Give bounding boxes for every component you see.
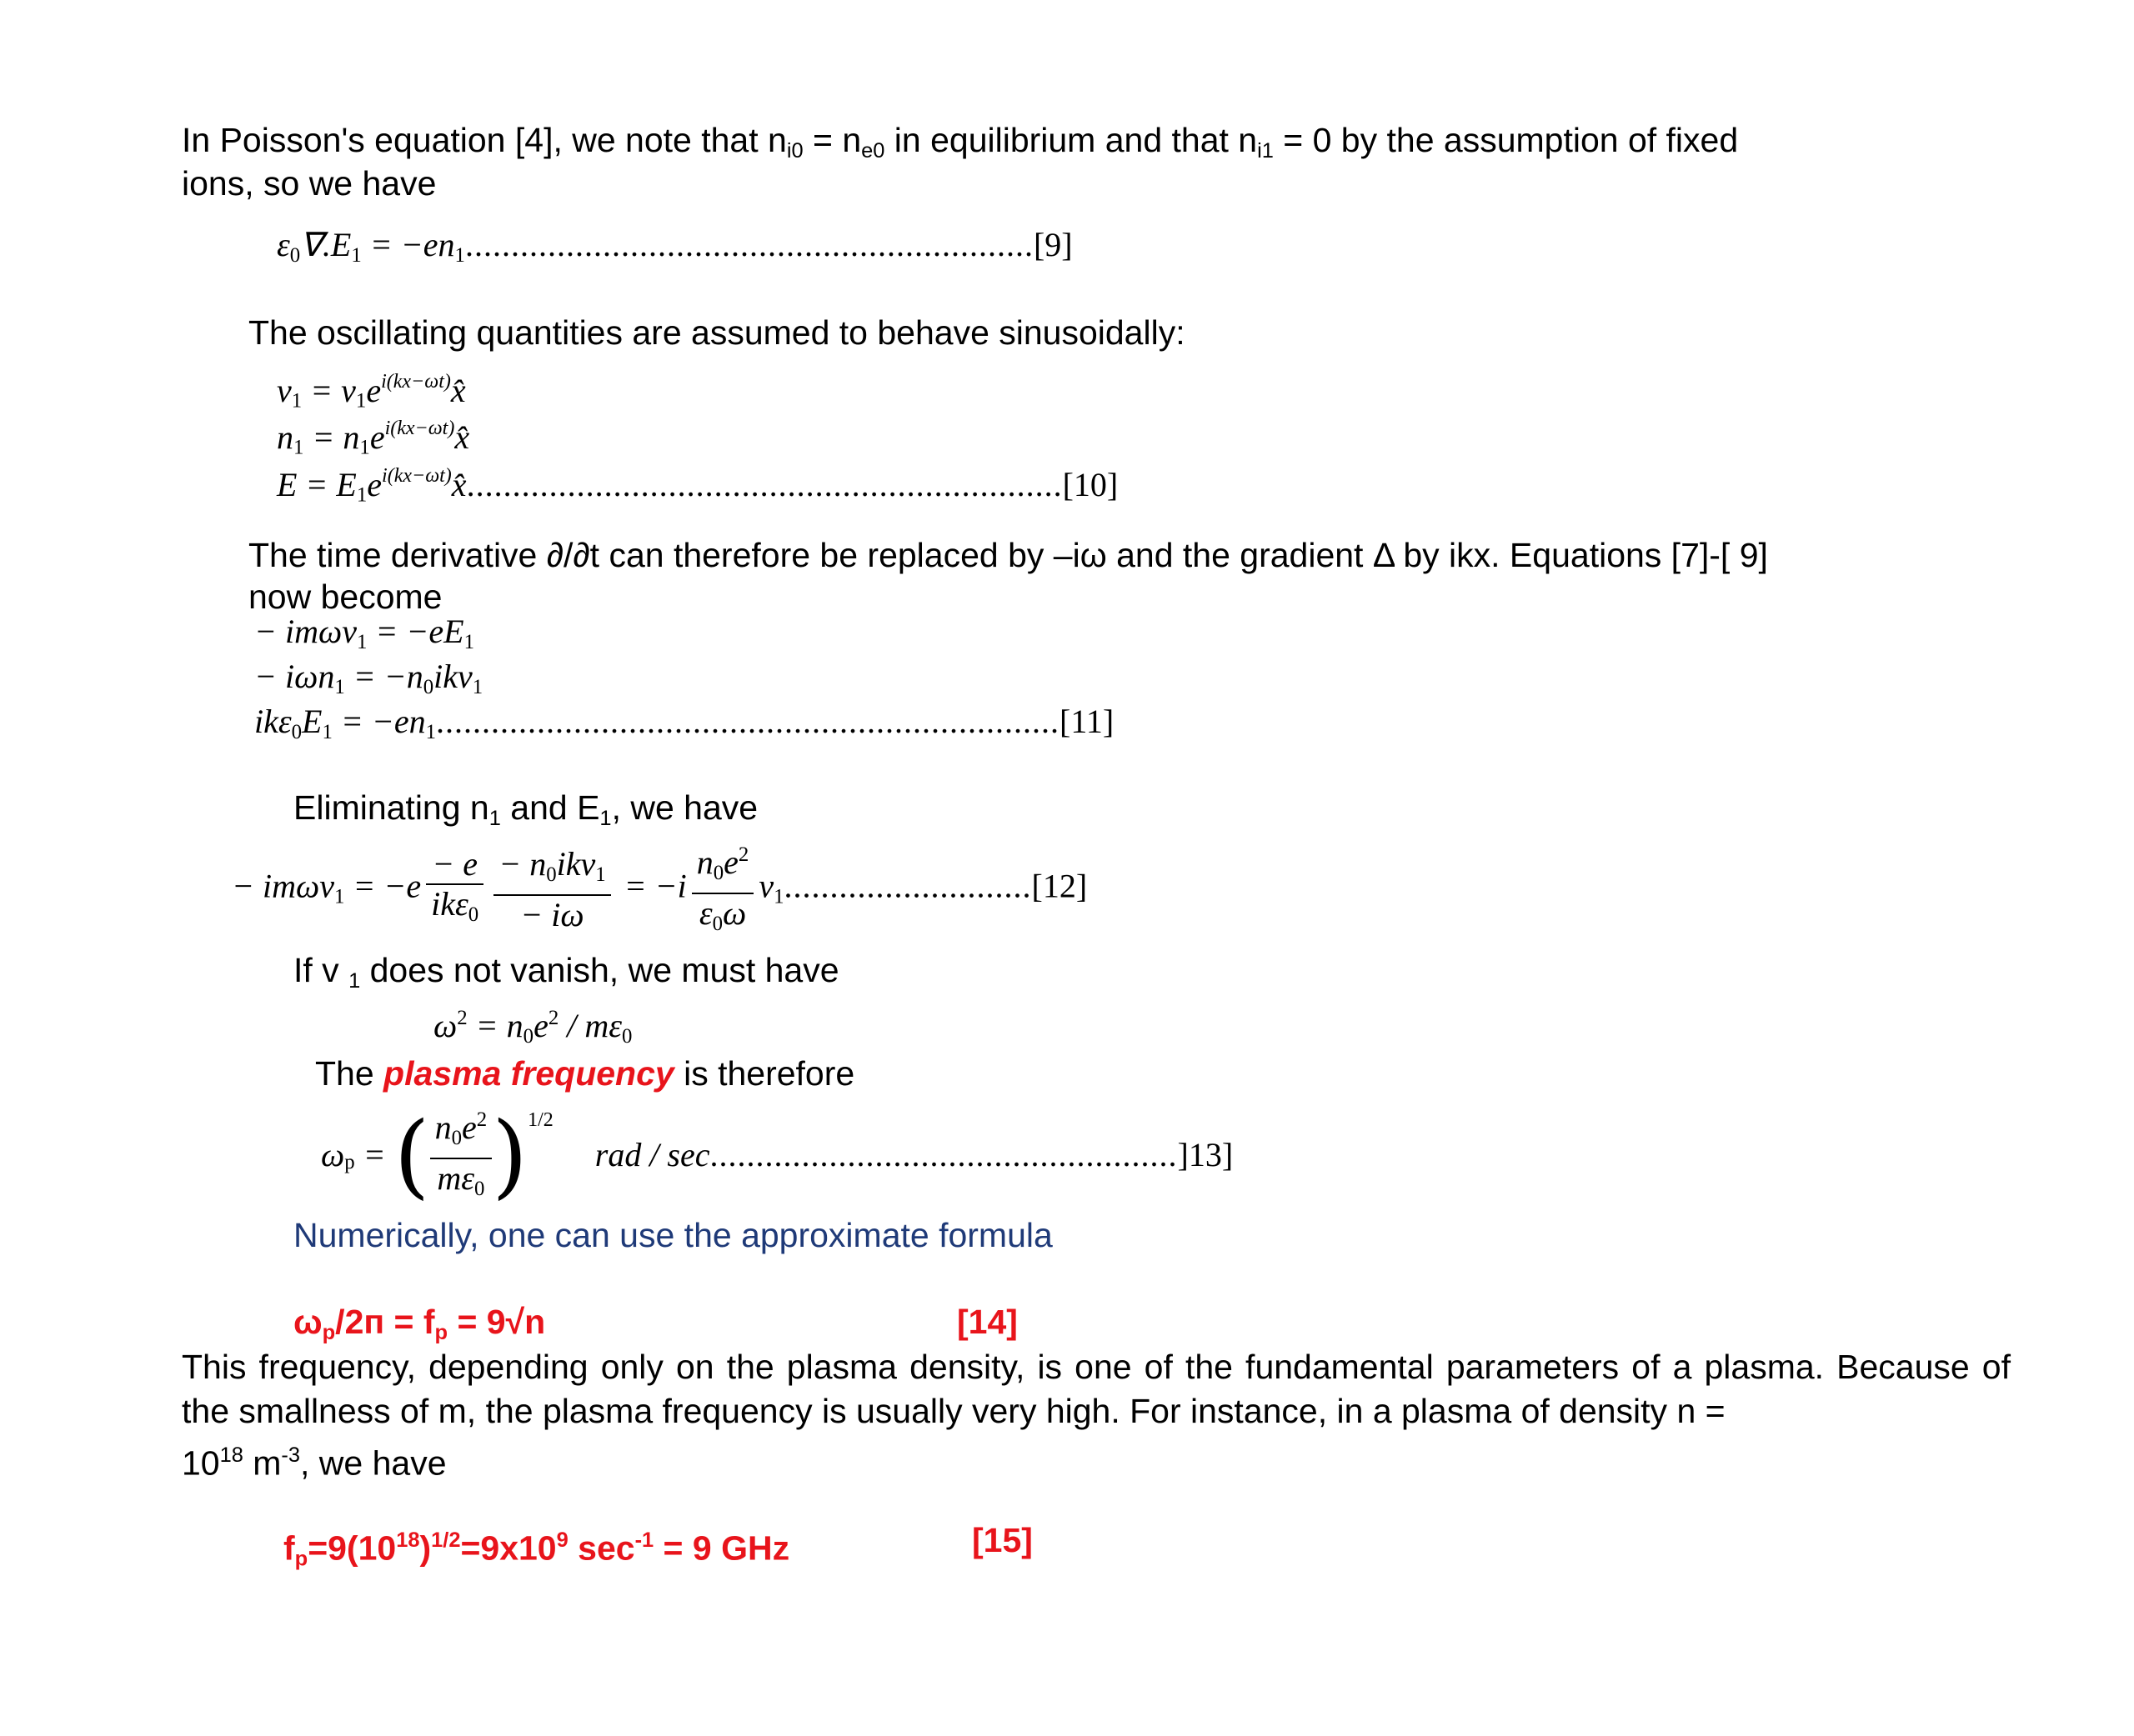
fraction-1	[426, 845, 483, 934]
subscript: 0	[523, 1024, 534, 1048]
leader-dots: .................................................................	[466, 465, 1063, 503]
eq-symbol: n	[434, 1108, 452, 1147]
unit-vector: x̂	[450, 371, 466, 409]
elim-text: , we have	[611, 788, 759, 827]
elim-text: Eliminating n	[293, 788, 489, 827]
subscript: 0	[451, 1127, 462, 1150]
subscript: 1	[334, 675, 345, 698]
fraction	[430, 1101, 493, 1208]
subscript: 0	[289, 243, 301, 267]
eq-symbol: = n	[303, 418, 360, 456]
subscript: 1	[359, 436, 370, 459]
eq-symbol: ∇.E	[300, 226, 352, 263]
exponent: i(kx−ωt)	[382, 465, 452, 487]
subscript: 0	[423, 675, 434, 698]
eq-symbol: − iωn	[254, 658, 335, 695]
eq-symbol: − imωv	[232, 867, 334, 905]
para-text: , we have	[300, 1443, 447, 1483]
subscript: 0	[622, 1024, 633, 1048]
subscript: p	[434, 1321, 448, 1345]
subscript: p	[294, 1547, 308, 1571]
eq-symbol: e	[367, 465, 383, 503]
fraction-denominator	[430, 1159, 493, 1208]
leader-dots: ..............................................................	[464, 226, 1034, 263]
superscript: 1/2	[431, 1528, 461, 1552]
eq-symbol: = −en	[361, 226, 455, 263]
subscript: 1	[355, 389, 367, 413]
subscript: 1	[488, 807, 501, 831]
eq-symbol: n	[277, 418, 293, 456]
fraction-numerator	[493, 845, 610, 896]
subscript: p	[322, 1321, 336, 1345]
vanish-text: does not vanish, we must have	[360, 951, 839, 989]
subscript: 1	[291, 389, 303, 413]
subscript: 1	[322, 720, 333, 743]
eq-symbol: =9(10	[308, 1528, 397, 1568]
eq-symbol: = −n	[344, 658, 423, 695]
para-text: m	[243, 1443, 282, 1483]
eq-symbol: E	[302, 703, 323, 740]
intro-text: = 0 by the assumption of fixed	[1273, 121, 1739, 159]
eq-symbol: v	[759, 867, 774, 905]
eq-symbol: = 9√n	[448, 1303, 546, 1341]
eq-symbol: E = E	[277, 465, 357, 503]
subscript: 0	[546, 863, 557, 886]
eq-symbol: sec	[568, 1528, 635, 1568]
subscript: 0	[713, 861, 724, 884]
eq-symbol: mε	[437, 1159, 474, 1198]
leader-dots: ...........................	[784, 867, 1032, 905]
subscript: 1	[351, 243, 362, 267]
eq-symbol: e	[534, 1006, 549, 1044]
eq-symbol: = n	[467, 1006, 523, 1044]
equation-number: [12]	[1031, 867, 1088, 905]
fraction-2	[493, 845, 610, 934]
subscript: 1	[454, 243, 465, 267]
equation-15-number: [15]	[972, 1521, 1033, 1559]
eq-symbol: − imωv	[254, 613, 357, 650]
subscript: 1	[774, 885, 784, 908]
superscript: -1	[634, 1528, 654, 1552]
subscript: 1	[472, 675, 483, 698]
eq-symbol: ikv	[556, 844, 596, 883]
superscript: 18	[396, 1528, 420, 1552]
unit-vector: x̂	[454, 418, 470, 456]
superscript: 2	[476, 1108, 488, 1132]
subscript: 1	[293, 436, 304, 459]
intro-text: in equilibrium and that n	[884, 121, 1258, 159]
fraction-denominator: − iω	[520, 895, 584, 933]
intro-text: In Poisson's equation [4], we note that n	[182, 121, 787, 159]
fraction-numerator	[430, 1101, 493, 1159]
equation-9	[277, 223, 1073, 278]
eq-symbol: ikε	[254, 703, 292, 740]
subscript: 1	[357, 630, 368, 653]
plasma-frequency-term: plasma frequency	[383, 1054, 674, 1093]
equation-13	[321, 1098, 1233, 1208]
eq-symbol: / mε	[559, 1006, 622, 1044]
subscript: 0	[473, 1178, 485, 1201]
eq-symbol: ε	[699, 893, 713, 932]
eq-symbol: ω	[433, 1006, 458, 1044]
eq-symbol: = v	[302, 371, 356, 409]
subscript: 1	[348, 969, 361, 993]
fraction-3	[692, 836, 754, 943]
plasma-frequency-line	[315, 1052, 854, 1096]
eq-symbol: /2п = f	[335, 1303, 435, 1341]
unit: rad / sec	[594, 1135, 710, 1173]
eq-symbol: = −i	[615, 867, 687, 905]
eq-symbol: e	[724, 843, 739, 881]
eq-symbol: ω	[321, 1135, 345, 1173]
eq-symbol: =9x10	[460, 1528, 557, 1568]
time-derivative-line-2: now become	[248, 578, 443, 616]
exponent: i(kx−ωt)	[381, 371, 451, 393]
subscript: e0	[861, 139, 885, 163]
leader-dots: ...................................................	[709, 1135, 1178, 1173]
equation-number: [11]	[1059, 703, 1115, 740]
fraction-denominator	[426, 885, 483, 934]
eq-symbol: =	[354, 1135, 386, 1173]
vanish-line	[293, 948, 839, 1003]
eq-symbol: ikv	[433, 658, 473, 695]
equation-number: [10]	[1062, 465, 1119, 503]
subscript: 1	[334, 885, 345, 908]
superscript: 9	[556, 1528, 569, 1552]
subscript: 0	[468, 903, 479, 926]
equation-10-E	[277, 454, 1118, 518]
subscript: 0	[291, 720, 303, 743]
intro-line-2: ions, so we have	[182, 164, 437, 203]
superscript: -3	[281, 1443, 301, 1467]
fraction-denominator	[692, 894, 754, 943]
unit-vector: x̂	[451, 465, 467, 503]
vanish-text: If v	[293, 951, 349, 989]
plasma-text: The	[315, 1054, 384, 1093]
eq-symbol: = −en	[332, 703, 426, 740]
fraction-numerator: − e	[426, 845, 483, 885]
subscript: 1	[595, 863, 606, 886]
eq-symbol: ikε	[431, 884, 468, 923]
eq-symbol: = −eE	[367, 613, 464, 650]
eq-symbol: ω	[723, 893, 747, 932]
equation-12	[232, 836, 1087, 943]
frequency-paragraph: This frequency, depending only on the plasma density, is one of the fundamental parameters of a plasma. Because of the smallness of m, the plasma frequency is usually very high. For instance, in a plasma of density n =	[182, 1348, 2011, 1430]
eq-symbol: ω	[293, 1303, 323, 1341]
subscript: 1	[463, 630, 474, 653]
eq-symbol: f	[283, 1528, 295, 1568]
eq-symbol: )	[419, 1528, 432, 1568]
elim-text: and E	[500, 788, 600, 827]
equation-number: [9]	[1033, 226, 1073, 263]
paragraph-last-line	[182, 1433, 447, 1485]
eq-symbol: v	[277, 371, 292, 409]
equation-number: ]13]	[1177, 1135, 1234, 1173]
equation-omega-squared	[433, 997, 632, 1058]
equation-15	[283, 1518, 789, 1581]
right-paren: )	[492, 1101, 528, 1208]
eq-symbol: = −e	[344, 867, 422, 905]
superscript: 2	[548, 1007, 559, 1029]
eq-symbol: − n	[498, 844, 547, 883]
leader-dots: ....................................................................	[436, 703, 1060, 740]
numerically-line: Numerically, one can use the approximate formula	[293, 1216, 1053, 1254]
eq-symbol: = 9 GHz	[654, 1528, 790, 1568]
eq-symbol: e	[366, 371, 382, 409]
superscript: 2	[738, 843, 749, 866]
eq-symbol: e	[461, 1108, 477, 1147]
fraction-numerator	[692, 836, 754, 894]
superscript: 18	[219, 1443, 243, 1467]
equation-11-c	[254, 700, 1114, 754]
oscillating-heading: The oscillating quantities are assumed to behave sinusoidally:	[248, 313, 1185, 352]
time-derivative-line-1: The time derivative ∂/∂t can therefore be replaced by –iω and the gradient Δ by ikx. Equations [7]-[ 9]	[248, 536, 1768, 574]
eliminating-line	[293, 786, 758, 841]
exponent: i(kx−ωt)	[384, 418, 455, 439]
para-text: 10	[182, 1443, 220, 1483]
eq-symbol: e	[369, 418, 385, 456]
subscript: 1	[599, 807, 612, 831]
subscript: 1	[425, 720, 437, 743]
eq-symbol: n	[696, 843, 714, 881]
eq-symbol: ε	[277, 226, 290, 263]
subscript: i0	[786, 139, 804, 163]
exponent: 1/2	[528, 1109, 554, 1131]
subscript: 1	[356, 483, 368, 507]
plasma-text: is therefore	[674, 1054, 855, 1093]
subscript: i1	[1257, 139, 1274, 163]
subscript: 0	[712, 912, 723, 935]
subscript: p	[344, 1150, 355, 1173]
superscript: 2	[457, 1007, 468, 1029]
equation-14-number: [14]	[957, 1303, 1018, 1341]
left-paren: (	[393, 1101, 430, 1208]
intro-text: = n	[803, 121, 862, 159]
